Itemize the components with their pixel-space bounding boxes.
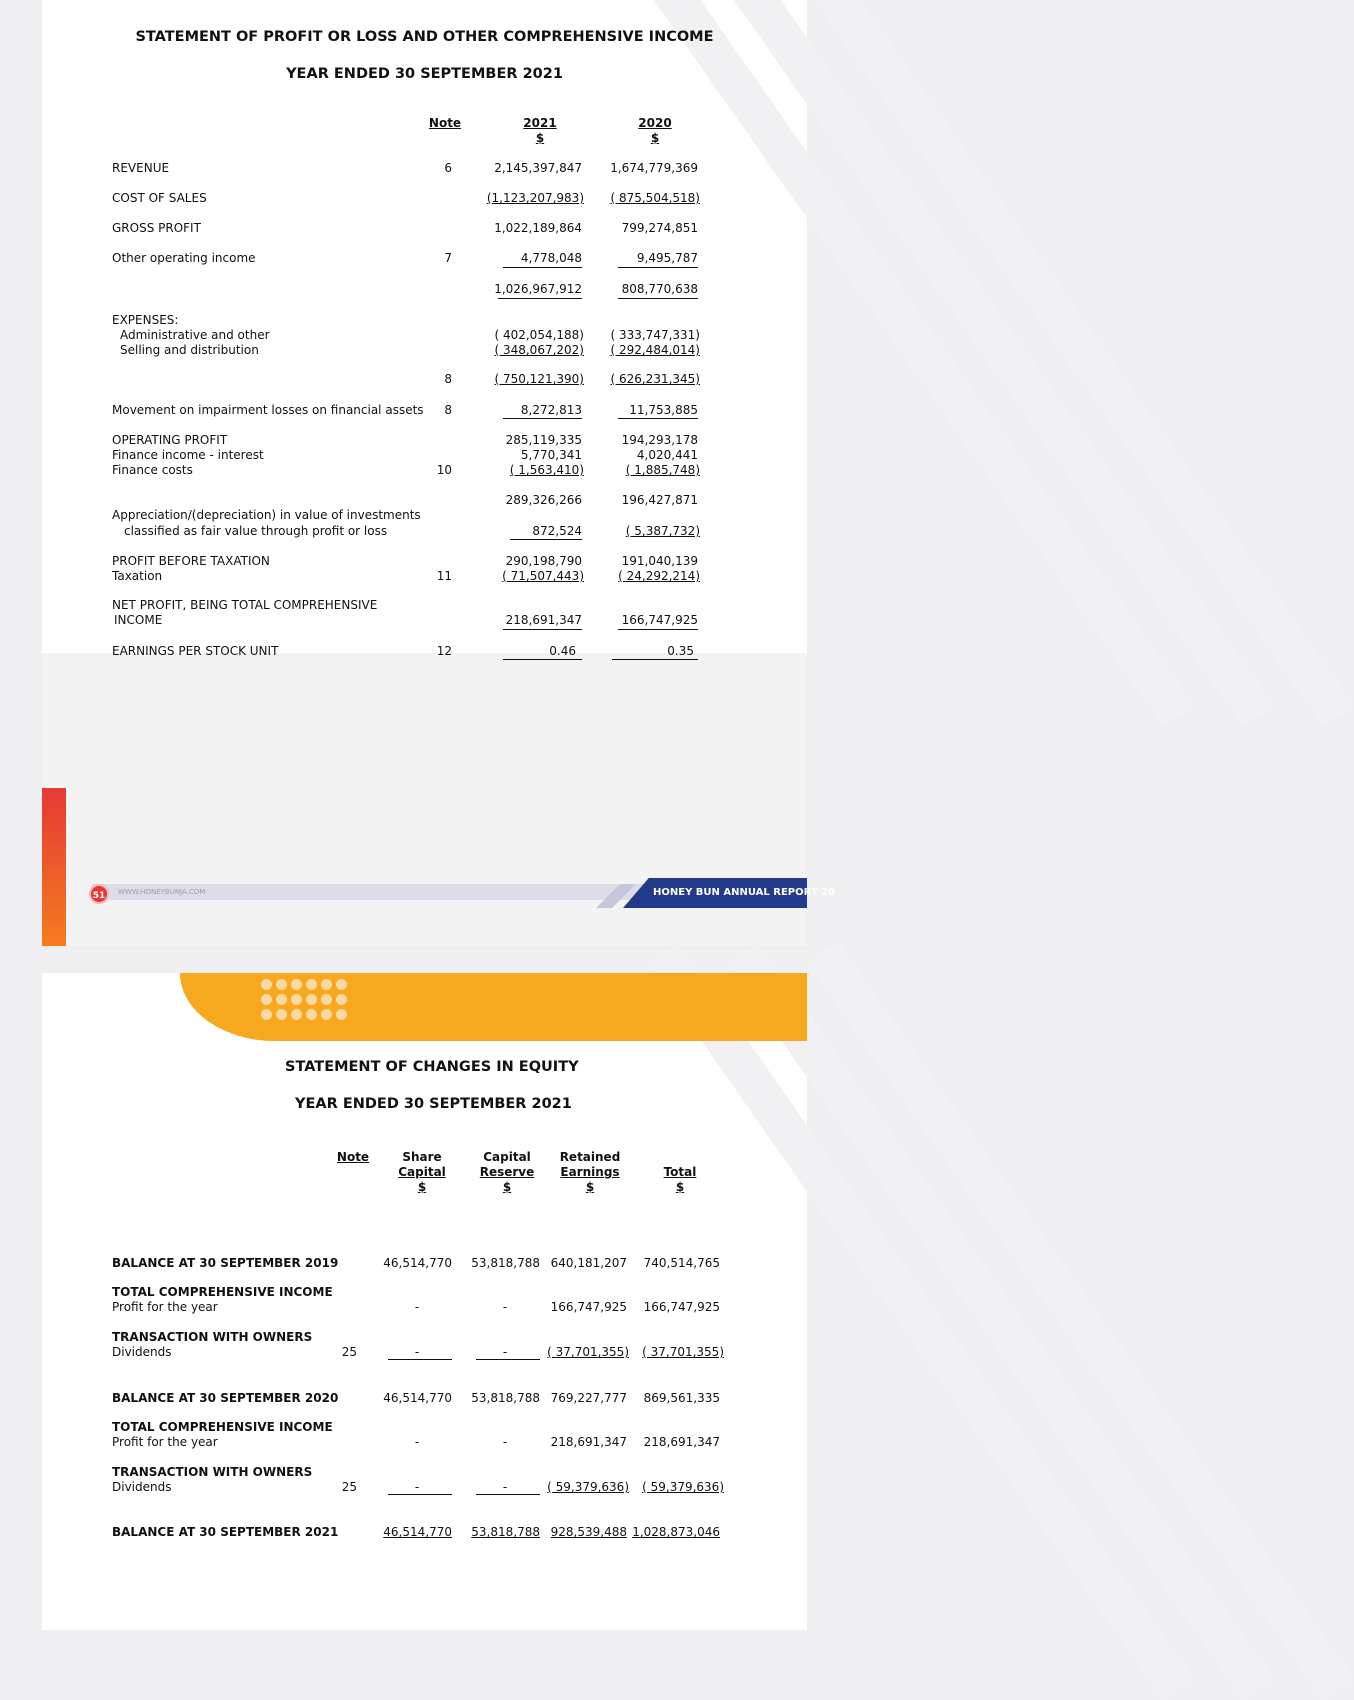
pl-row-2020: ( 5,387,732) <box>625 524 700 538</box>
eq-capres-header: Capital <box>483 1150 531 1164</box>
pl-2020-header: 2020 <box>638 116 672 130</box>
eq-row-label: Profit for the year <box>112 1435 218 1449</box>
eq-total-header: Total <box>663 1165 697 1179</box>
pl-row-label: Finance income - interest <box>112 448 264 462</box>
pl-2021-currency: $ <box>535 131 545 145</box>
page-number-badge: 51 <box>89 884 109 904</box>
eq-row-ret: 928,539,488 <box>550 1525 627 1539</box>
eq-row-note: 25 <box>341 1480 357 1494</box>
pl-row-2021: 218,691,347 <box>505 613 582 627</box>
eq-row-capres: 53,818,788 <box>471 1525 540 1539</box>
eq-row-share: - <box>414 1345 420 1359</box>
pl-row-note: 12 <box>436 644 452 658</box>
pl-row-label: COST OF SALES <box>112 191 207 205</box>
eq-row-note: 25 <box>341 1345 357 1359</box>
eq-row-capres: 53,818,788 <box>471 1256 540 1270</box>
eq-capres-currency: $ <box>502 1180 512 1194</box>
website-link[interactable]: WWW.HONEYBUNJA.COM <box>118 888 206 896</box>
eq-row-ret: ( 59,379,636) <box>547 1480 629 1494</box>
pl-subtitle: YEAR ENDED 30 SEPTEMBER 2021 <box>286 66 563 82</box>
eq-share-header: Capital <box>398 1165 446 1179</box>
eq-row-total: ( 37,701,355) <box>642 1345 724 1359</box>
pl-row-2021: 0.46 <box>549 644 576 658</box>
pl-row-label: Movement on impairment losses on financial assets <box>112 403 424 417</box>
eq-row-label: BALANCE AT 30 SEPTEMBER 2021 <box>112 1525 339 1539</box>
eq-row-capres: - <box>502 1480 508 1494</box>
pl-note-header: Note <box>428 116 462 130</box>
pl-row-label: classified as fair value through profit or loss <box>124 524 388 538</box>
eq-row-label: BALANCE AT 30 SEPTEMBER 2019 <box>112 1256 339 1270</box>
eq-row-share: 46,514,770 <box>383 1525 452 1539</box>
pl-row-label: Appreciation/(depreciation) in value of investments <box>112 508 421 522</box>
pl-row-2021: 8,272,813 <box>520 403 582 417</box>
pl-row-2021: 5,770,341 <box>520 448 582 462</box>
pl-row-2020: 191,040,139 <box>621 554 698 568</box>
pl-row-label: Administrative and other <box>120 328 270 342</box>
pl-row-2021: 2,145,397,847 <box>494 161 582 175</box>
eq-row-label: Dividends <box>112 1345 172 1359</box>
pl-row-2020: 799,274,851 <box>621 221 698 235</box>
pl-row-2020: ( 626,231,345) <box>610 372 700 386</box>
pl-row-2020: ( 24,292,214) <box>618 569 700 583</box>
eq-row-label: BALANCE AT 30 SEPTEMBER 2020 <box>112 1391 339 1405</box>
eq-row-total: 869,561,335 <box>643 1391 720 1405</box>
eq-row-total: 1,028,873,046 <box>632 1525 720 1539</box>
pl-row-label: Finance costs <box>112 463 193 477</box>
eq-row-ret: 218,691,347 <box>550 1435 627 1449</box>
eq-total-currency: $ <box>675 1180 685 1194</box>
pl-row-2020: 194,293,178 <box>621 433 698 447</box>
pl-row-2020: 166,747,925 <box>621 613 698 627</box>
eq-row-label: TOTAL COMPREHENSIVE INCOME <box>112 1285 333 1299</box>
dot-pattern <box>261 979 348 1020</box>
pl-row-note: 11 <box>436 569 452 583</box>
pl-row-label: INCOME <box>114 613 163 627</box>
pl-row-label: NET PROFIT, BEING TOTAL COMPREHENSIVE <box>112 598 378 612</box>
pl-row-label: EXPENSES: <box>112 313 179 327</box>
pl-row-label: OPERATING PROFIT <box>112 433 228 447</box>
pl-row-2020: 4,020,441 <box>636 448 698 462</box>
eq-ret-currency: $ <box>585 1180 595 1194</box>
pl-row-2021: 872,524 <box>532 524 582 538</box>
eq-row-ret: 166,747,925 <box>550 1300 627 1314</box>
pl-row-note: 8 <box>444 372 452 386</box>
eq-row-share: - <box>414 1480 420 1494</box>
eq-row-total: 740,514,765 <box>643 1256 720 1270</box>
pl-row-label: Other operating income <box>112 251 256 265</box>
pl-row-note: 6 <box>444 161 452 175</box>
pl-row-2020: 808,770,638 <box>621 282 698 296</box>
pl-row-2021: (1,123,207,983) <box>486 191 584 205</box>
equity-subtitle: YEAR ENDED 30 SEPTEMBER 2021 <box>295 1096 572 1112</box>
eq-row-capres: - <box>502 1435 508 1449</box>
pl-row-2020: ( 292,484,014) <box>610 343 700 357</box>
eq-row-label: Profit for the year <box>112 1300 218 1314</box>
pl-row-2021: 285,119,335 <box>505 433 582 447</box>
pl-row-2020: 1,674,779,369 <box>610 161 698 175</box>
eq-row-label: TOTAL COMPREHENSIVE INCOME <box>112 1420 333 1434</box>
equity-title: STATEMENT OF CHANGES IN EQUITY <box>285 1059 579 1075</box>
pl-row-2021: 289,326,266 <box>505 493 582 507</box>
eq-row-capres: - <box>502 1345 508 1359</box>
eq-row-capres: 53,818,788 <box>471 1391 540 1405</box>
pl-2020-currency: $ <box>650 131 660 145</box>
eq-row-label: TRANSACTION WITH OWNERS <box>112 1330 313 1344</box>
eq-note-header: Note <box>336 1150 370 1164</box>
eq-row-share: 46,514,770 <box>383 1256 452 1270</box>
eq-row-ret: 640,181,207 <box>550 1256 627 1270</box>
pl-row-2020: ( 1,885,748) <box>625 463 700 477</box>
pl-title: STATEMENT OF PROFIT OR LOSS AND OTHER COMPREHENSIVE INCOME <box>135 29 714 45</box>
pl-row-2021: 290,198,790 <box>505 554 582 568</box>
eq-row-label: Dividends <box>112 1480 172 1494</box>
eq-capres-header: Reserve <box>479 1165 535 1179</box>
eq-row-total: 166,747,925 <box>643 1300 720 1314</box>
eq-row-share: 46,514,770 <box>383 1391 452 1405</box>
eq-ret-header: Earnings <box>560 1165 620 1179</box>
pl-row-2021: 1,022,189,864 <box>494 221 582 235</box>
pl-row-2020: ( 875,504,518) <box>610 191 700 205</box>
eq-row-label: TRANSACTION WITH OWNERS <box>112 1465 313 1479</box>
pl-row-2021: ( 750,121,390) <box>494 372 584 386</box>
eq-share-header: Share <box>402 1150 442 1164</box>
eq-row-ret: 769,227,777 <box>550 1391 627 1405</box>
red-accent-bar <box>42 788 66 946</box>
pl-row-2020: 0.35 <box>667 644 694 658</box>
eq-row-total: ( 59,379,636) <box>642 1480 724 1494</box>
pl-row-2020: 9,495,787 <box>636 251 698 265</box>
pl-row-2021: 4,778,048 <box>520 251 582 265</box>
eq-row-share: - <box>414 1435 420 1449</box>
pl-row-2021: ( 1,563,410) <box>509 463 584 477</box>
eq-share-currency: $ <box>417 1180 427 1194</box>
pl-row-note: 7 <box>444 251 452 265</box>
eq-row-capres: - <box>502 1300 508 1314</box>
pl-row-label: GROSS PROFIT <box>112 221 201 235</box>
pl-row-2021: ( 71,507,443) <box>502 569 584 583</box>
eq-row-total: 218,691,347 <box>643 1435 720 1449</box>
pl-row-2021: ( 348,067,202) <box>494 343 584 357</box>
eq-row-ret: ( 37,701,355) <box>547 1345 629 1359</box>
report-title: HONEY BUN ANNUAL REPORT 20 <box>653 887 836 898</box>
pl-2021-header: 2021 <box>523 116 557 130</box>
pl-row-2020: ( 333,747,331) <box>610 328 700 342</box>
pl-row-2020: 196,427,871 <box>621 493 698 507</box>
pl-row-label: REVENUE <box>112 161 170 175</box>
pl-row-2020: 11,753,885 <box>629 403 698 417</box>
pl-row-2021: ( 402,054,188) <box>494 328 584 342</box>
pl-row-note: 10 <box>436 463 452 477</box>
pl-row-label: EARNINGS PER STOCK UNIT <box>112 644 279 658</box>
pl-row-2021: 1,026,967,912 <box>494 282 582 296</box>
pl-row-label: Taxation <box>112 569 163 583</box>
pl-row-note: 8 <box>444 403 452 417</box>
pl-row-label: PROFIT BEFORE TAXATION <box>112 554 270 568</box>
eq-ret-header: Retained <box>559 1150 621 1164</box>
pl-row-label: Selling and distribution <box>120 343 259 357</box>
eq-row-share: - <box>414 1300 420 1314</box>
